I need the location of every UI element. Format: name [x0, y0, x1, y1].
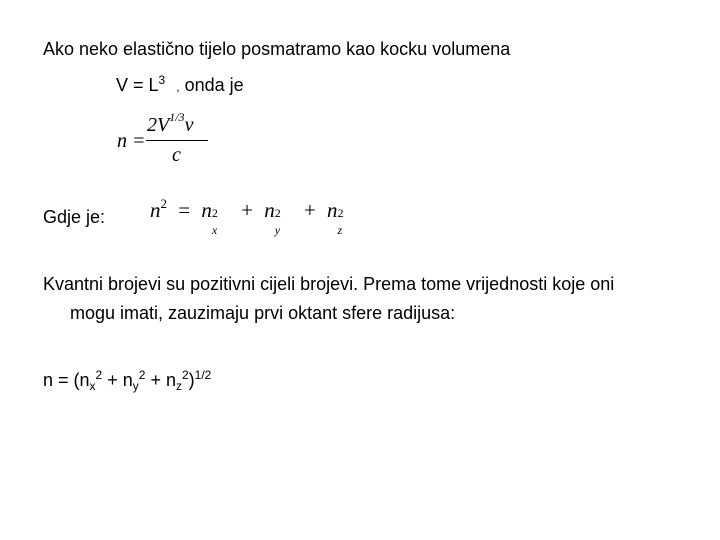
numerator-v: v [184, 114, 194, 136]
formula-n [117, 110, 217, 170]
fraction-bar [146, 140, 208, 141]
final-d: ) [188, 370, 195, 390]
volume-tail: onda je [184, 75, 244, 95]
n2-exp: 2 [160, 196, 167, 211]
nz-exp: 2 [337, 206, 344, 220]
plus-1: + [241, 198, 253, 222]
ny-sub: y [274, 223, 281, 237]
paragraph-line-1: Kvantni brojevi su pozitivni cijeli brojevi. Prema tome vrijednosti koje oni [43, 274, 615, 294]
final-c: + n [145, 370, 176, 390]
final-equation [43, 369, 211, 391]
nz-sub: z [337, 223, 343, 237]
final-sub-z: z [175, 379, 182, 393]
formula-n-numerator [147, 110, 194, 137]
n2-equals: = [178, 198, 191, 222]
final-sub-y: y [132, 379, 139, 393]
formula-n-lhs: n = [117, 130, 146, 152]
paragraph-line-2: mogu imati, zauzimaju prvi oktant sfere radijusa: [70, 303, 456, 323]
final-exponent: 1/2 [194, 368, 212, 382]
nx-sub: x [211, 223, 218, 237]
final-sub-x: x [89, 379, 96, 393]
final-a: n = (n [43, 370, 90, 390]
volume-power: 3 [158, 73, 166, 87]
volume-comma: , [176, 80, 180, 94]
ny-exp: 2 [274, 206, 281, 220]
final-b: + n [102, 370, 133, 390]
formula-n-squared [150, 196, 356, 237]
where-label: Gdje je: [43, 207, 106, 227]
numerator-2v: 2V [147, 114, 170, 136]
numerator-exponent: 1/3 [169, 110, 185, 124]
nx-n: n [201, 198, 212, 222]
volume-lhs: V = L [116, 75, 159, 95]
final-sup-1: 2 [95, 368, 103, 382]
nz-n: n [327, 198, 338, 222]
nx-exp: 2 [211, 206, 218, 220]
final-sup-3: 2 [181, 368, 189, 382]
ny-n: n [264, 198, 275, 222]
volume-equation [116, 74, 244, 98]
formula-n-denominator: c [172, 144, 181, 166]
n2-n: n [150, 198, 161, 222]
plus-2: + [303, 198, 316, 222]
intro-text: Ako neko elastično tijelo posmatramo kao kocku volumena [43, 39, 511, 59]
final-sup-2: 2 [138, 368, 146, 382]
